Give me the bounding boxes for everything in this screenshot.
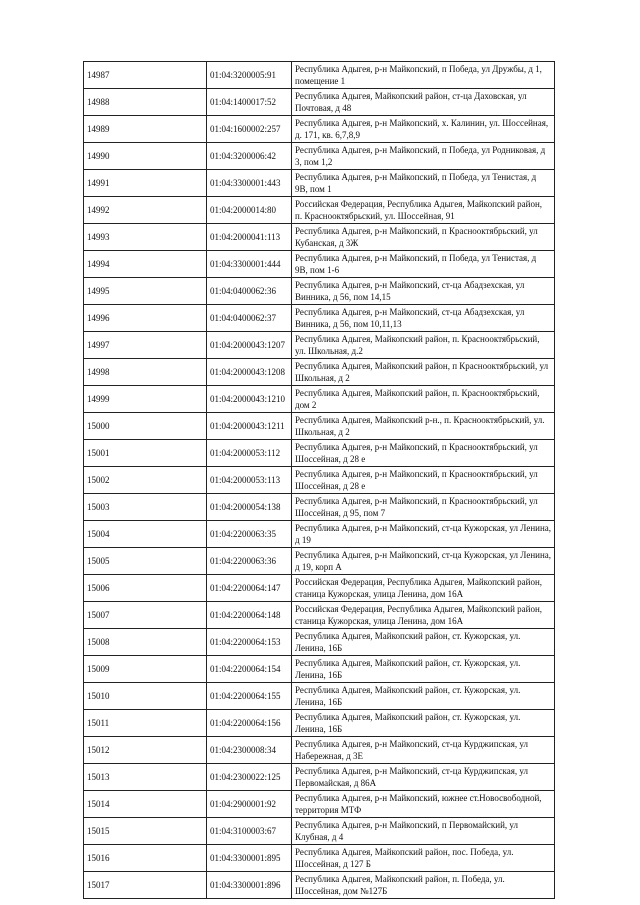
table-row <box>84 89 555 116</box>
cadastral-number: 01:04:2200064:147 <box>207 575 292 602</box>
cadastral-number: 01:04:3300001:443 <box>207 170 292 197</box>
row-number: 14994 <box>84 251 207 278</box>
row-number: 14992 <box>84 197 207 224</box>
table-row <box>84 224 555 251</box>
row-number: 15004 <box>84 521 207 548</box>
table-row <box>84 467 555 494</box>
cadastral-number: 01:04:1400017:52 <box>207 89 292 116</box>
address: Республика Адыгея, Майкопский район, п Краснооктябрьский, ул Школьная, д 2 <box>292 359 555 386</box>
address: Республика Адыгея, р-н Майкопский, п Краснооктябрьский, ул Шоссейная, д 28 е <box>292 467 555 494</box>
address: Республика Адыгея, Майкопский район, п. Краснооктябрьский, ул. Школьная, д.2 <box>292 332 555 359</box>
table-row <box>84 683 555 710</box>
cadastral-number: 01:04:0400062:36 <box>207 278 292 305</box>
table-row <box>84 521 555 548</box>
cadastral-number: 01:04:3300001:896 <box>207 872 292 899</box>
row-number: 15013 <box>84 764 207 791</box>
cadastral-number: 01:04:3200006:42 <box>207 143 292 170</box>
row-number: 15012 <box>84 737 207 764</box>
address: Республика Адыгея, р-н Майкопский, ст-ца Курджипская, ул Первомайская, д 86А <box>292 764 555 791</box>
cadastral-number: 01:04:2000043:1211 <box>207 413 292 440</box>
cadastral-number: 01:04:2200064:156 <box>207 710 292 737</box>
row-number: 15015 <box>84 818 207 845</box>
table-row <box>84 170 555 197</box>
table-row <box>84 305 555 332</box>
table-row <box>84 251 555 278</box>
table-row <box>84 197 555 224</box>
table-row <box>84 764 555 791</box>
table-row <box>84 143 555 170</box>
row-number: 15000 <box>84 413 207 440</box>
registry-table-body <box>84 62 555 899</box>
row-number: 14991 <box>84 170 207 197</box>
row-number: 15016 <box>84 845 207 872</box>
cadastral-number: 01:04:2900001:92 <box>207 791 292 818</box>
row-number: 15014 <box>84 791 207 818</box>
table-row <box>84 440 555 467</box>
table-row <box>84 548 555 575</box>
registry-table <box>83 61 555 899</box>
cadastral-number: 01:04:2200063:35 <box>207 521 292 548</box>
address: Республика Адыгея, Майкопский район, ст. Кужорская, ул. Ленина, 16Б <box>292 629 555 656</box>
cadastral-number: 01:04:2000043:1208 <box>207 359 292 386</box>
address: Республика Адыгея, Майкопский район, пос. Победа, ул. Шоссейная, д 127 Б <box>292 845 555 872</box>
row-number: 15007 <box>84 602 207 629</box>
address: Республика Адыгея, р-н Майкопский, ст-ца Кужорская, ул Ленина, д 19, корп А <box>292 548 555 575</box>
row-number: 14989 <box>84 116 207 143</box>
table-row <box>84 116 555 143</box>
row-number: 15002 <box>84 467 207 494</box>
cadastral-number: 01:04:3200005:91 <box>207 62 292 89</box>
cadastral-number: 01:04:2000054:138 <box>207 494 292 521</box>
table-row <box>84 845 555 872</box>
cadastral-number: 01:04:3100003:67 <box>207 818 292 845</box>
address: Республика Адыгея, р-н Майкопский, п Победа, ул Тенистая, д 9В, пом 1-6 <box>292 251 555 278</box>
row-number: 14988 <box>84 89 207 116</box>
cadastral-number: 01:04:1600002:257 <box>207 116 292 143</box>
row-number: 15010 <box>84 683 207 710</box>
row-number: 15008 <box>84 629 207 656</box>
row-number: 14996 <box>84 305 207 332</box>
cadastral-number: 01:04:3300001:895 <box>207 845 292 872</box>
address: Республика Адыгея, р-н Майкопский, п Краснооктябрьский, ул Кубанская, д 3Ж <box>292 224 555 251</box>
address: Российская Федерация, Республика Адыгея, Майкопский район, станица Кужорская, улица Ленина, дом 16А <box>292 602 555 629</box>
row-number: 14999 <box>84 386 207 413</box>
address: Российская Федерация, Республика Адыгея, Майкопский район, п. Краснооктябрьский, ул. Шоссейная, 91 <box>292 197 555 224</box>
table-row <box>84 629 555 656</box>
cadastral-number: 01:04:2000041:113 <box>207 224 292 251</box>
address: Республика Адыгея, р-н Майкопский, ст-ца Кужорская, ул Ленина, д 19 <box>292 521 555 548</box>
address: Республика Адыгея, Майкопский район, ст-ца Даховская, ул Почтовая, д 48 <box>292 89 555 116</box>
address: Республика Адыгея, р-н Майкопский, п Победа, ул Дружбы, д 1, помещение 1 <box>292 62 555 89</box>
cadastral-number: 01:04:3300001:444 <box>207 251 292 278</box>
cadastral-number: 01:04:2000053:113 <box>207 467 292 494</box>
table-row <box>84 494 555 521</box>
table-row <box>84 710 555 737</box>
table-row <box>84 62 555 89</box>
address: Российская Федерация, Республика Адыгея, Майкопский район, станица Кужорская, улица Ленина, дом 16А <box>292 575 555 602</box>
cadastral-number: 01:04:2200064:153 <box>207 629 292 656</box>
table-row <box>84 575 555 602</box>
row-number: 15003 <box>84 494 207 521</box>
row-number: 14990 <box>84 143 207 170</box>
cadastral-number: 01:04:2000014:80 <box>207 197 292 224</box>
address: Республика Адыгея, р-н Майкопский, х. Калинин, ул. Шоссейная, д. 171, кв. 6,7,8,9 <box>292 116 555 143</box>
row-number: 14993 <box>84 224 207 251</box>
table-row <box>84 359 555 386</box>
row-number: 15017 <box>84 872 207 899</box>
row-number: 14995 <box>84 278 207 305</box>
table-row <box>84 818 555 845</box>
row-number: 15001 <box>84 440 207 467</box>
address: Республика Адыгея, Майкопский район, п. Краснооктябрьский, дом 2 <box>292 386 555 413</box>
address: Республика Адыгея, р-н Майкопский, п Первомайский, ул Клубная, д 4 <box>292 818 555 845</box>
table-row <box>84 332 555 359</box>
cadastral-number: 01:04:2000043:1207 <box>207 332 292 359</box>
row-number: 14987 <box>84 62 207 89</box>
cadastral-number: 01:04:2200064:155 <box>207 683 292 710</box>
cadastral-number: 01:04:2200063:36 <box>207 548 292 575</box>
address: Республика Адыгея, р-н Майкопский, ст-ца Курджипская, ул Набережная, д 3Е <box>292 737 555 764</box>
cadastral-number: 01:04:2300008:34 <box>207 737 292 764</box>
address: Республика Адыгея, р-н Майкопский, ст-ца Абадзехская, ул Винника, д 56, пом 14,15 <box>292 278 555 305</box>
address: Республика Адыгея, Майкопский район, ст. Кужорская, ул. Ленина, 16Б <box>292 710 555 737</box>
address: Республика Адыгея, р-н Майкопский, ст-ца Абадзехская, ул Винника, д 56, пом 10,11,13 <box>292 305 555 332</box>
address: Республика Адыгея, Майкопский район, ст. Кужорская, ул. Ленина, 16Б <box>292 683 555 710</box>
cadastral-number: 01:04:2200064:154 <box>207 656 292 683</box>
row-number: 15009 <box>84 656 207 683</box>
address: Республика Адыгея, р-н Майкопский, южнее ст.Новосвободной, территория МТФ <box>292 791 555 818</box>
row-number: 15006 <box>84 575 207 602</box>
table-row <box>84 872 555 899</box>
cadastral-number: 01:04:0400062:37 <box>207 305 292 332</box>
table-row <box>84 656 555 683</box>
row-number: 15005 <box>84 548 207 575</box>
address: Республика Адыгея, Майкопский р-н., п. Краснооктябрьский, ул. Школьная, д 2 <box>292 413 555 440</box>
table-row <box>84 413 555 440</box>
table-row <box>84 602 555 629</box>
address: Республика Адыгея, р-н Майкопский, п Краснооктябрьский, ул Шоссейная, д 28 е <box>292 440 555 467</box>
table-row <box>84 386 555 413</box>
address: Республика Адыгея, р-н Майкопский, п Победа, ул Тенистая, д 9В, пом 1 <box>292 170 555 197</box>
table-row <box>84 278 555 305</box>
row-number: 15011 <box>84 710 207 737</box>
address: Республика Адыгея, Майкопский район, ст. Кужорская, ул. Ленина, 16Б <box>292 656 555 683</box>
table-row <box>84 737 555 764</box>
row-number: 14998 <box>84 359 207 386</box>
cadastral-number: 01:04:2300022:125 <box>207 764 292 791</box>
row-number: 14997 <box>84 332 207 359</box>
address: Республика Адыгея, р-н Майкопский, п Победа, ул Родниковая, д 3, пом 1,2 <box>292 143 555 170</box>
cadastral-number: 01:04:2000053:112 <box>207 440 292 467</box>
table-row <box>84 791 555 818</box>
cadastral-number: 01:04:2000043:1210 <box>207 386 292 413</box>
address: Республика Адыгея, Майкопский район, п. Победа, ул. Шоссейная, дом №127Б <box>292 872 555 899</box>
address: Республика Адыгея, р-н Майкопский, п Краснооктябрьский, ул Шоссейная, д 95, пом 7 <box>292 494 555 521</box>
cadastral-number: 01:04:2200064:148 <box>207 602 292 629</box>
